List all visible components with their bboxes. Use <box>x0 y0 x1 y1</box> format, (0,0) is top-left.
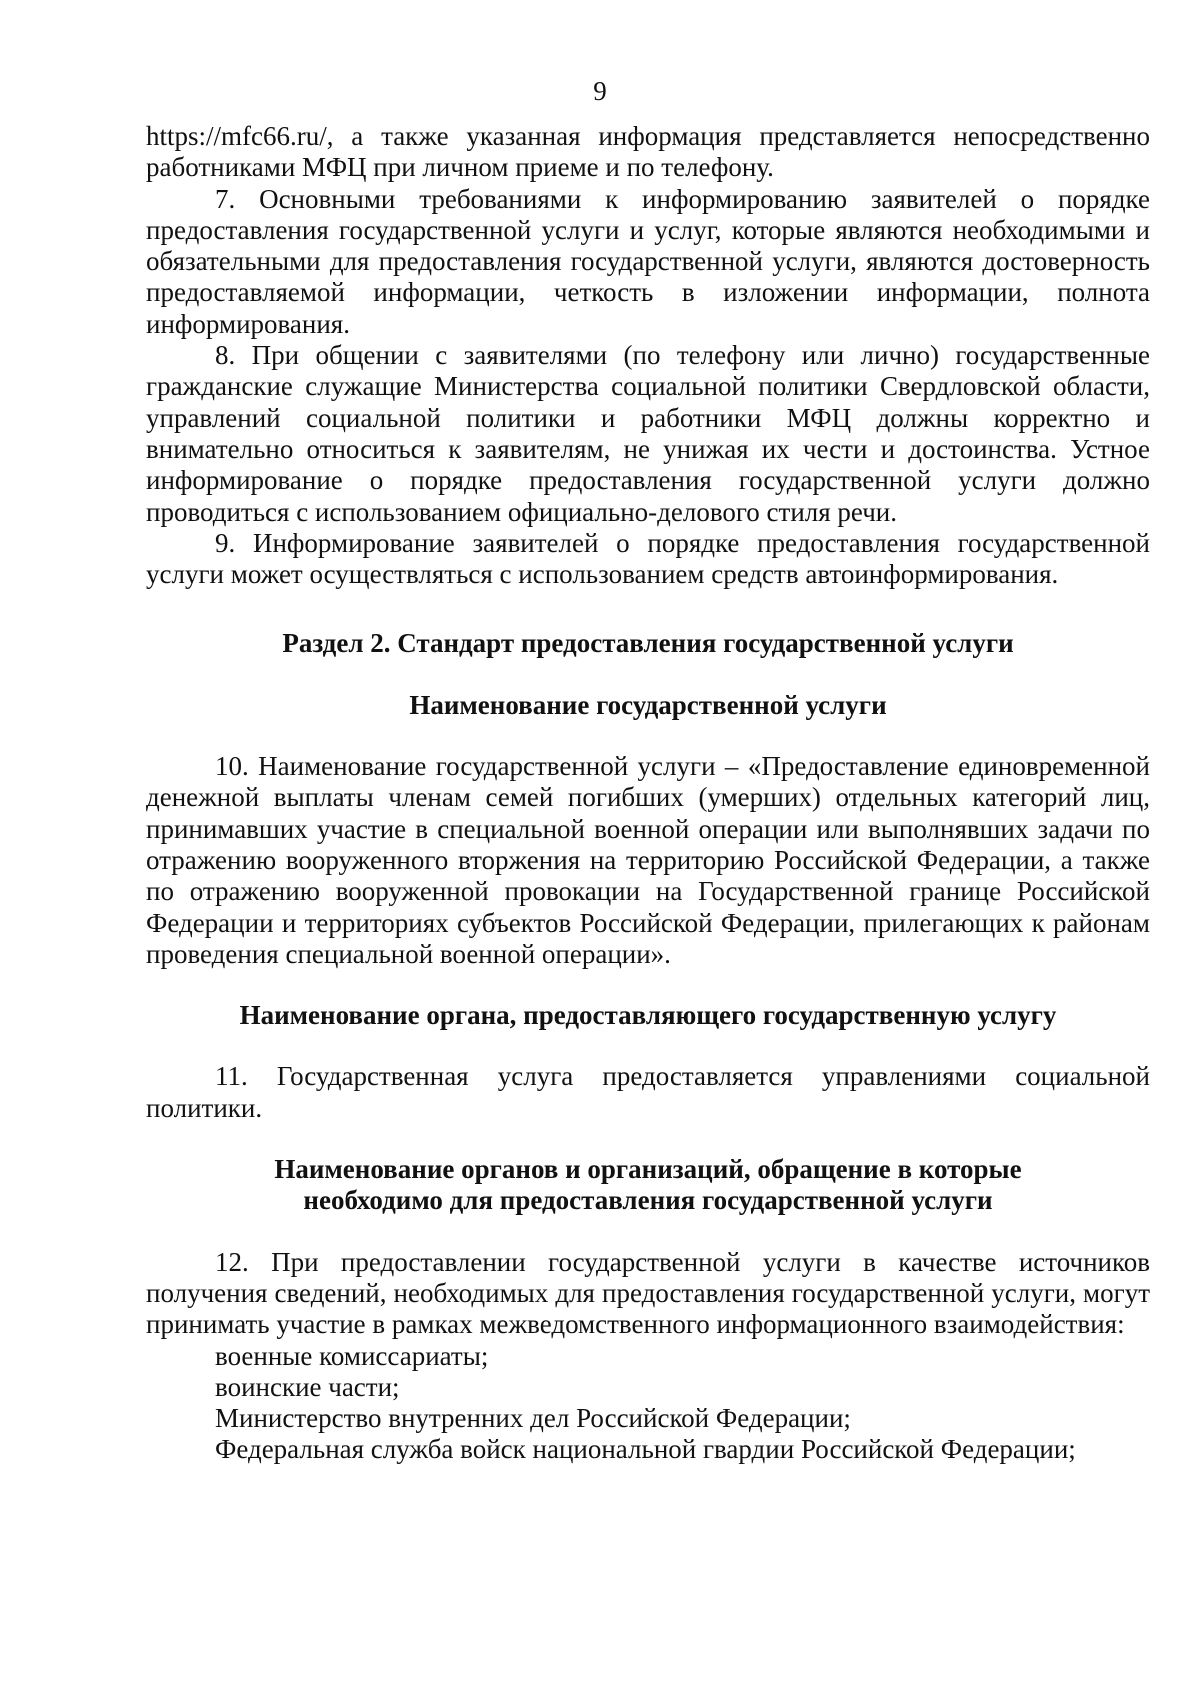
list-item: военные комиссариаты; <box>215 1340 489 1371</box>
page-number: 9 <box>593 76 607 106</box>
authority-heading: Наименование органа, предоставляющего государственную услугу <box>239 1000 1057 1031</box>
paragraph-10: 10. Наименование государственной услуги – «Предоставление единовременной денежной выплаты членам семей погибших (умерших) отдельных категорий лиц, принимавших участие в специальной военной операции или выполнявших задачи по отражению вооруженного вторжения на территорию Российской Федерации, а также по отражению вооруженной провокации на Государственной границе Российской Федерации и территориях субъектов Российской Федерации, прилегающих к районам проведения специальной военной операции». <box>146 751 1150 969</box>
list-item: Федеральная служба войск национальной гвардии Российской Федерации; <box>215 1434 1076 1465</box>
document-body <box>146 121 1150 1466</box>
section-2-heading: Раздел 2. Стандарт предоставления государственной услуги <box>282 628 1014 659</box>
paragraph-8: 8. При общении с заявителями (по телефону или лично) государственные гражданские служащие Министерства социальной политики Свердловской области, управлений социальной политики и работники МФЦ должны корректно и внимательно относиться к заявителям, не унижая их чести и достоинства. Устное информирование о порядке предоставления государственной услуги должно проводиться с использованием официально-делового стиля речи. <box>146 340 1150 527</box>
list-item: Министерство внутренних дел Российской Федерации; <box>215 1403 851 1434</box>
paragraph-12: 12. При предоставлении государственной услуги в качестве источников получения сведений, необходимых для предоставления государственной услуги, могут принимать участие в рамках межведомственного информационного взаимодействия: <box>146 1246 1150 1340</box>
paragraph-7: 7. Основными требованиями к информированию заявителей о порядке предоставления государственной услуги и услуг, которые являются необходимыми и обязательными для предоставления государственной услуги, являются достоверность предоставляемой информации, четкость в изложении информации, полнота информирования. <box>146 183 1150 339</box>
organizations-heading: Наименование органов и организаций, обращение в которые необходимо для предоставления государственной услуги <box>274 1154 1022 1216</box>
list-item: воинские части; <box>215 1371 400 1402</box>
paragraph-9: 9. Информирование заявителей о порядке предоставления государственной услуги может осуществляться с использованием средств автоинформирования. <box>146 527 1150 590</box>
paragraph-continuation: https://mfc66.ru/, а также указанная информация представляется непосредственно работниками МФЦ при личном приеме и по телефону. <box>146 121 1150 183</box>
service-name-heading: Наименование государственной услуги <box>409 689 887 720</box>
paragraph-11: 11. Государственная услуга предоставляется управлениями социальной политики. <box>146 1061 1150 1123</box>
